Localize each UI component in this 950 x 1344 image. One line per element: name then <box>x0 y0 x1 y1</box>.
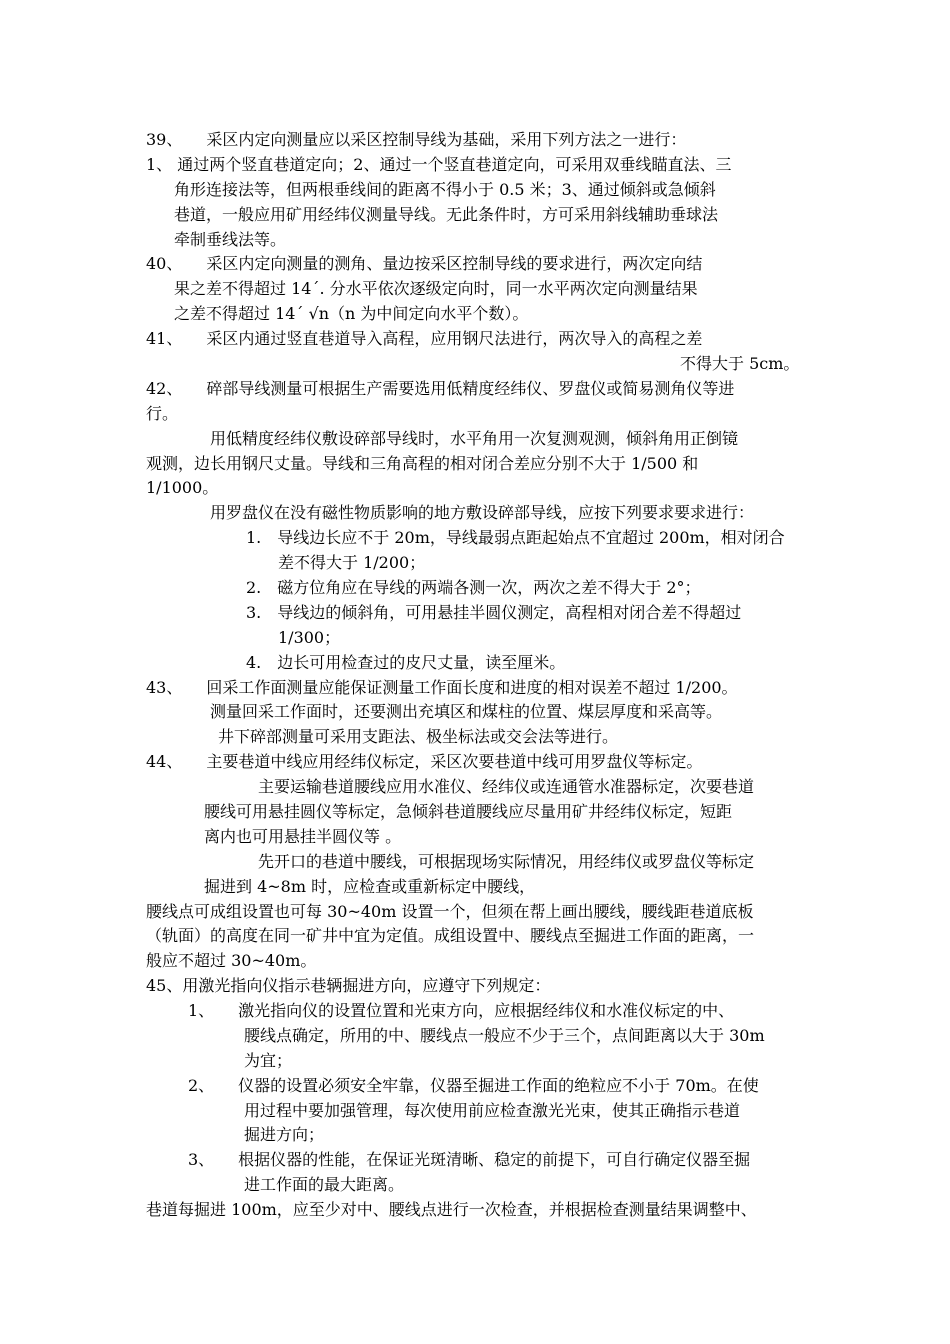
text-line: 牵制垂线法等。 <box>174 230 287 249</box>
text-line: 用过程中要加强管理，每次使用前应检查激光光束，使其正确指示巷道 <box>244 1101 741 1120</box>
text-line: 腰线点可成组设置也可每 30~40m 设置一个，但须在帮上画出腰线，腰线距巷道底板 <box>146 902 754 921</box>
text-line: 用低精度经纬仪敷设碎部导线时，水平角用一次复测观测，倾斜角用正倒镜 <box>210 429 739 448</box>
text-line: 42、 碎部导线测量可根据生产需要选用低精度经纬仪、罗盘仪或简易测角仪等进 <box>146 379 735 398</box>
text-line: 巷道，一般应用矿用经纬仪测量导线。无此条件时，方可采用斜线辅助垂球法 <box>174 205 719 224</box>
text-line: 44、 主要巷道中线应用经纬仪标定，采区次要巷道中线可用罗盘仪等标定。 <box>146 752 703 771</box>
text-line: 39、 采区内定向测量应以采区控制导线为基础，采用下列方法之一进行： <box>146 130 687 149</box>
text-line: （轨面）的高度在同一矿井中宜为定值。成组设置中、腰线点至掘进工作面的距离，一 <box>146 926 755 945</box>
text-line: 1/300； <box>278 628 341 647</box>
text-line: 行。 <box>146 404 179 423</box>
text-line: 40、 采区内定向测量的测角、量边按采区控制导线的要求进行，两次定向结 <box>146 254 703 273</box>
text-line: 4. 边长可用检查过的皮尺丈量，读至厘米。 <box>246 653 566 672</box>
text-line: 观测，边长用钢尺丈量。导线和三角高程的相对闭合差应分别不大于 1/500 和 <box>146 454 699 473</box>
text-line: 2. 磁方位角应在导线的两端各测一次，两次之差不得大于 2°； <box>246 578 701 597</box>
text-line: 1/1000。 <box>146 478 219 497</box>
text-line: 41、 采区内通过竖直巷道导入高程，应用钢尺法进行，两次导入的高程之差 <box>146 329 703 348</box>
text-line: 先开口的巷道中腰线，可根据现场实际情况，用经纬仪或罗盘仪等标定 <box>258 852 755 871</box>
text-line: 角形连接法等，但两根垂线间的距离不得小于 0.5 米；3、通过倾斜或急倾斜 <box>174 180 716 199</box>
text-line: 进工作面的最大距离。 <box>244 1175 405 1194</box>
text-line: 1. 导线边长应不于 20m，导线最弱点距起始点不宜超过 200m，相对闭合 <box>246 528 785 547</box>
text-line: 主要运输巷道腰线应用水准仪、经纬仪或连通管水准器标定，次要巷道 <box>258 777 755 796</box>
text-line: 井下碎部测量可采用支距法、极坐标法或交会法等进行。 <box>218 727 619 746</box>
text-line: 之差不得超过 14´ √n（n 为中间定向水平个数）。 <box>174 304 529 323</box>
text-line: 差不得大于 1/200； <box>278 553 426 572</box>
text-line: 巷道每掘进 100m，应至少对中、腰线点进行一次检查，并根据检查测量结果调整中、 <box>146 1200 757 1219</box>
text-line: 为宜； <box>244 1051 293 1070</box>
text-line: 45、用激光指向仪指示巷辆掘进方向，应遵守下列规定： <box>146 976 551 995</box>
text-line: 掘进到 4~8m 时，应检查或重新标定中腰线， <box>204 877 536 896</box>
text-line: 43、 回采工作面测量应能保证测量工作面长度和进度的相对误差不超过 1/200。 <box>146 678 738 697</box>
text-line: 离内也可用悬挂半圆仪等 。 <box>204 827 402 846</box>
text-line: 2、 仪器的设置必须安全牢靠，仪器至掘进工作面的绝粒应不小于 70m。在使 <box>188 1076 759 1095</box>
text-line: 腰线可用悬挂圆仪等标定，急倾斜巷道腰线应尽量用矿井经纬仪标定，短距 <box>204 802 733 821</box>
text-line: 果之差不得超过 14´. 分水平依次逐级定向时，同一水平两次定向测量结果 <box>174 279 698 298</box>
text-line: 用罗盘仪在没有磁性物质影响的地方敷设碎部导线，应按下列要求要求进行： <box>210 503 755 522</box>
text-line: 3. 导线边的倾斜角，可用悬挂半圆仪测定，高程相对闭合差不得超过 <box>246 603 742 622</box>
text-line: 不得大于 5cm。 <box>680 354 800 373</box>
text-line: 1、 通过两个竖直巷道定向；2、通过一个竖直巷道定向，可采用双垂线瞄直法、三 <box>146 155 732 174</box>
text-line: 腰线点确定，所用的中、腰线点一般应不少于三个，点间距离以大于 30m <box>244 1026 765 1045</box>
text-line: 3、 根据仪器的性能，在保证光斑清晰、稳定的前提下，可自行确定仪器至掘 <box>188 1150 751 1169</box>
text-line: 掘进方向； <box>244 1125 325 1144</box>
text-line: 测量回采工作面时，还要测出充填区和煤柱的位置、煤层厚度和采高等。 <box>210 702 723 721</box>
text-line: 般应不超过 30~40m。 <box>146 951 317 970</box>
text-line: 1、 激光指向仪的设置位置和光束方向，应根据经纬仪和水准仪标定的中、 <box>188 1001 735 1020</box>
